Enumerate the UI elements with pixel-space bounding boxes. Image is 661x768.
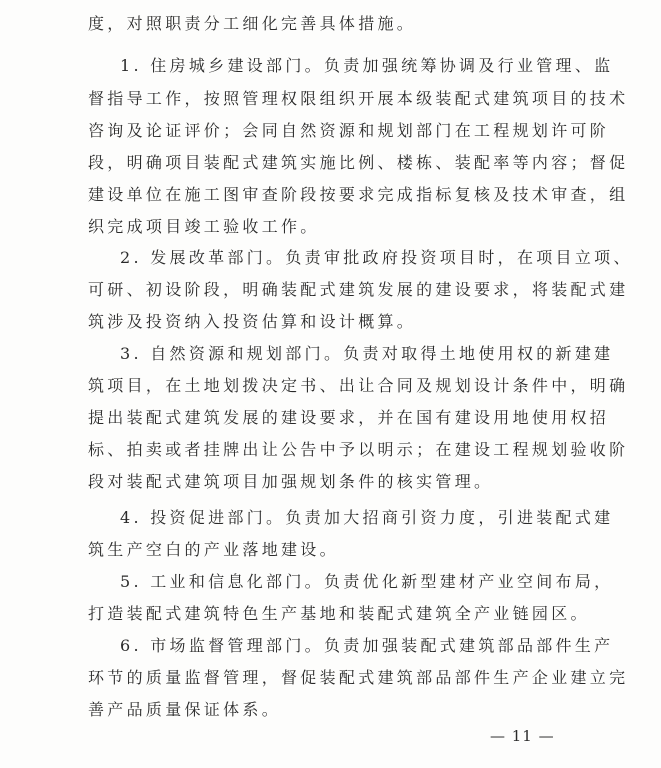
text-line: 环节的质量监督管理，督促装配式建筑部品部件生产企业建立完 [88,668,629,687]
page-number: — 11 — [490,727,555,745]
text-line: 可研、初设阶段，明确装配式建筑发展的建设要求，将装配式建 [88,280,629,299]
text-line: 5. 工业和信息化部门。负责优化新型建材产业空间布局， [120,572,614,591]
text-line: 提出装配式建筑发展的建设要求，并在国有建设用地使用权招 [88,408,610,427]
text-line: 筑涉及投资纳入投资估算和设计概算。 [88,312,417,331]
text-line: 筑项目，在土地划拨决定书、出让合同及规划设计条件中，明确 [88,376,629,395]
text-line: 织完成项目竣工验收工作。 [88,217,320,236]
text-line: 打造装配式建筑特色生产基地和装配式建筑全产业链园区。 [88,604,590,623]
text-line: 1. 住房城乡建设部门。负责加强统筹协调及行业管理、监 [120,56,614,75]
text-line: 标、拍卖或者挂牌出让公告中予以明示；在建设工程规划验收阶 [88,440,629,459]
text-line: 建设单位在施工图审查阶段按要求完成指标复核及技术审查，组 [88,185,629,204]
text-line: 督指导工作，按照管理权限组织开展本级装配式建筑项目的技术 [88,89,629,108]
text-line: 度，对照职责分工细化完善具体措施。 [88,14,417,33]
text-line: 2. 发展改革部门。负责审批政府投资项目时，在项目立项、 [120,248,633,267]
text-line: 咨询及论证评价；会同自然资源和规划部门在工程规划许可阶 [88,121,610,140]
text-line: 善产品质量保证体系。 [88,700,282,719]
text-line: 3. 自然资源和规划部门。负责对取得土地使用权的新建建 [120,344,614,363]
text-line: 6. 市场监督管理部门。负责加强装配式建筑部品部件生产 [120,636,614,655]
text-line: 段对装配式建筑项目加强规划条件的核实管理。 [88,472,494,491]
text-line: 4. 投资促进部门。负责加大招商引资力度，引进装配式建 [120,508,614,527]
text-line: 段，明确项目装配式建筑实施比例、楼栋、装配率等内容；督促 [88,153,629,172]
text-line: 筑生产空白的产业落地建设。 [88,540,339,559]
